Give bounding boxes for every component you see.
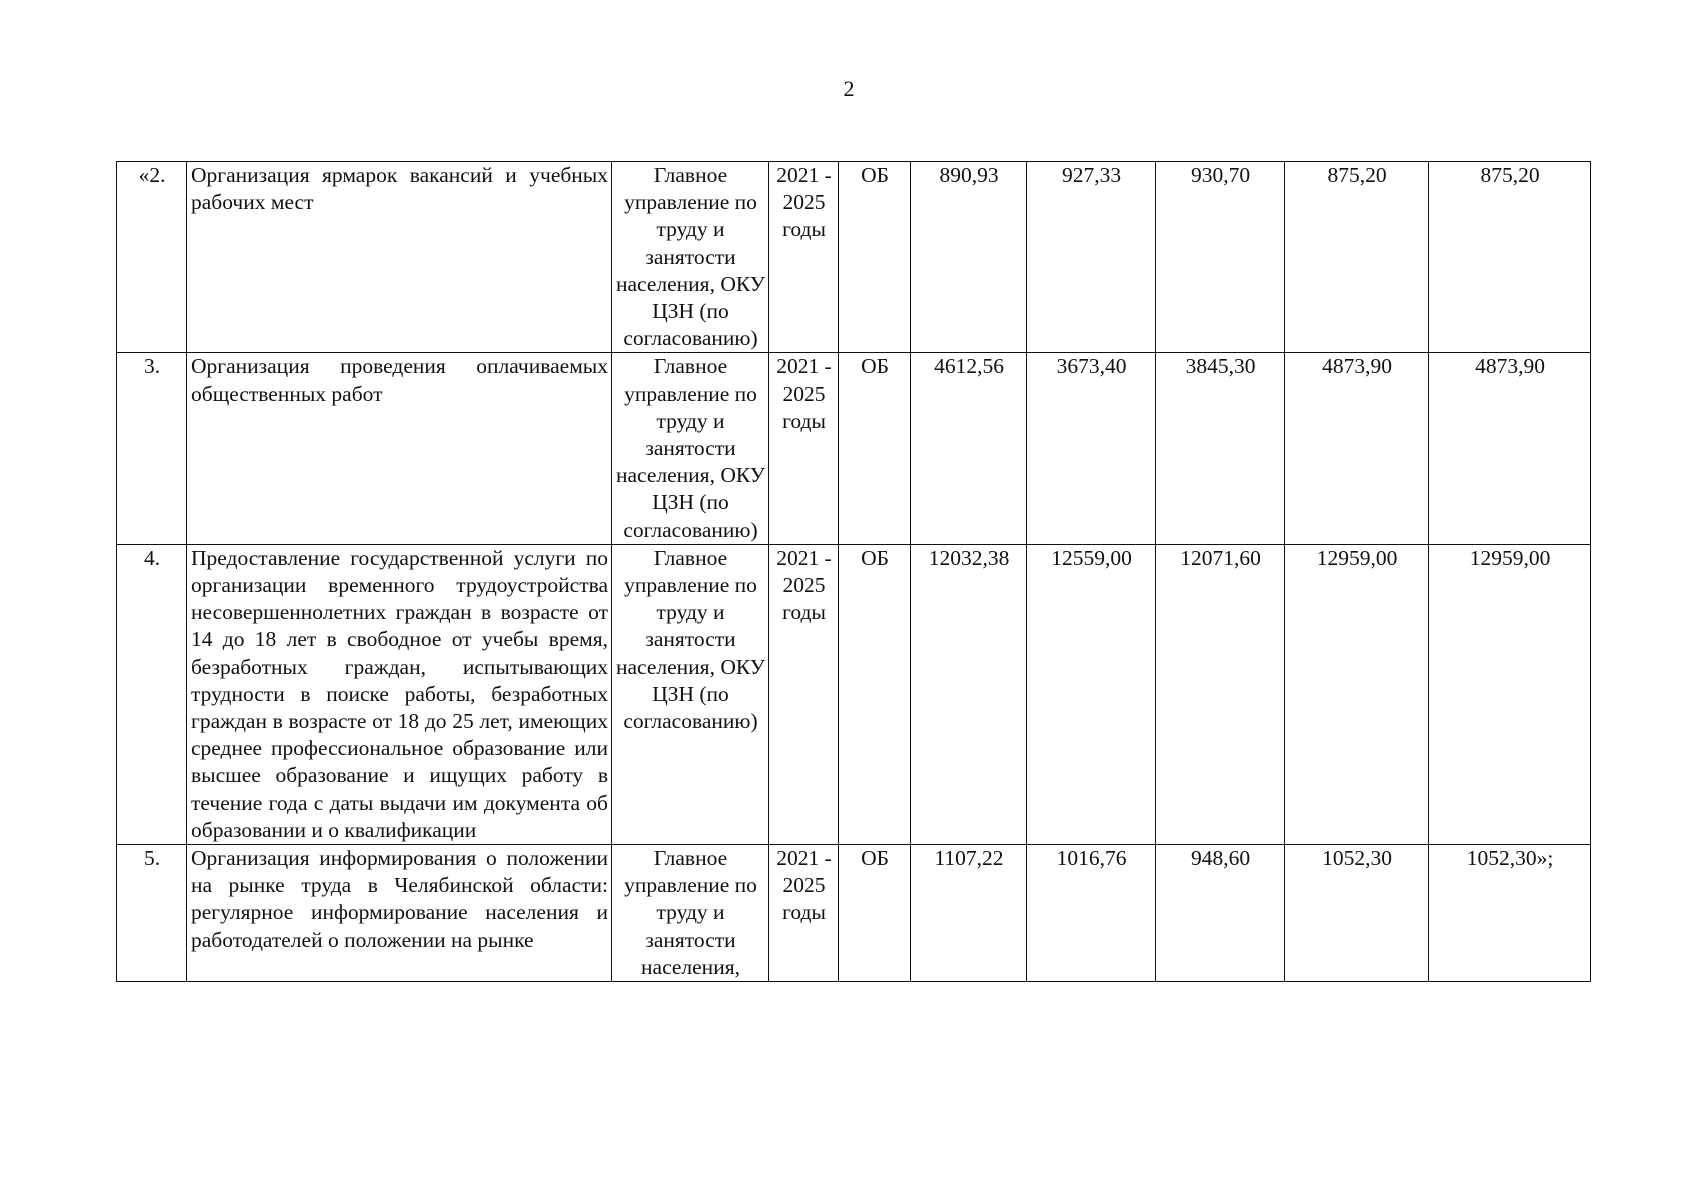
value-cell: 4612,56 bbox=[911, 353, 1027, 544]
measure-name: Предоставление государственной услуги по организации временного трудоустройства несовершеннолетних граждан в возрасте от 14 до 18 лет в свободное от учебы время, безработных граждан, испытывающих трудности в поиске работы, безработных граждан в возрасте от 18 до 25 лет, имеющих среднее профессиональное образование или высшее образование и ищущих работу в течение года с даты выдачи им документа об образовании и о квалификации bbox=[187, 544, 612, 844]
value-cell: 930,70 bbox=[1156, 162, 1285, 353]
value-cell: 1052,30 bbox=[1285, 845, 1429, 982]
value-cell: 3845,30 bbox=[1156, 353, 1285, 544]
table-row bbox=[117, 845, 1591, 982]
period: 2021 - 2025 годы bbox=[769, 845, 839, 982]
funding-source: ОБ bbox=[839, 353, 911, 544]
value-cell: 890,93 bbox=[911, 162, 1027, 353]
row-number: 3. bbox=[117, 353, 187, 544]
funding-source: ОБ bbox=[839, 845, 911, 982]
table-row bbox=[117, 544, 1591, 844]
executor: Главное управление по труду и занятости населения, ОКУ ЦЗН (по согласованию) bbox=[612, 162, 769, 353]
period: 2021 - 2025 годы bbox=[769, 544, 839, 844]
value-cell: 1107,22 bbox=[911, 845, 1027, 982]
value-cell: 12032,38 bbox=[911, 544, 1027, 844]
value-cell: 875,20 bbox=[1429, 162, 1591, 353]
program-measures-table bbox=[116, 161, 1591, 982]
value-cell: 4873,90 bbox=[1429, 353, 1591, 544]
value-cell: 875,20 bbox=[1285, 162, 1429, 353]
funding-source: ОБ bbox=[839, 544, 911, 844]
value-cell: 12959,00 bbox=[1285, 544, 1429, 844]
row-number: 5. bbox=[117, 845, 187, 982]
measure-name: Организация проведения оплачиваемых общественных работ bbox=[187, 353, 612, 544]
period: 2021 - 2025 годы bbox=[769, 162, 839, 353]
value-cell: 12559,00 bbox=[1027, 544, 1156, 844]
page-number: 2 bbox=[843, 76, 855, 101]
period: 2021 - 2025 годы bbox=[769, 353, 839, 544]
value-cell: 1052,30»; bbox=[1429, 845, 1591, 982]
table-row bbox=[117, 353, 1591, 544]
measure-name: Организация информирования о положении на рынке труда в Челябинской области: регулярное информирование населения и работодателей о положении на рынке bbox=[187, 845, 612, 982]
value-cell: 948,60 bbox=[1156, 845, 1285, 982]
funding-source: ОБ bbox=[839, 162, 911, 353]
value-cell: 12959,00 bbox=[1429, 544, 1591, 844]
value-cell: 1016,76 bbox=[1027, 845, 1156, 982]
executor: Главное управление по труду и занятости населения, bbox=[612, 845, 769, 982]
measure-name: Организация ярмарок вакансий и учебных рабочих мест bbox=[187, 162, 612, 353]
row-number: 4. bbox=[117, 544, 187, 844]
value-cell: 4873,90 bbox=[1285, 353, 1429, 544]
value-cell: 927,33 bbox=[1027, 162, 1156, 353]
value-cell: 3673,40 bbox=[1027, 353, 1156, 544]
executor: Главное управление по труду и занятости населения, ОКУ ЦЗН (по согласованию) bbox=[612, 544, 769, 844]
table-row bbox=[117, 162, 1591, 353]
row-number: «2. bbox=[117, 162, 187, 353]
executor: Главное управление по труду и занятости населения, ОКУ ЦЗН (по согласованию) bbox=[612, 353, 769, 544]
value-cell: 12071,60 bbox=[1156, 544, 1285, 844]
